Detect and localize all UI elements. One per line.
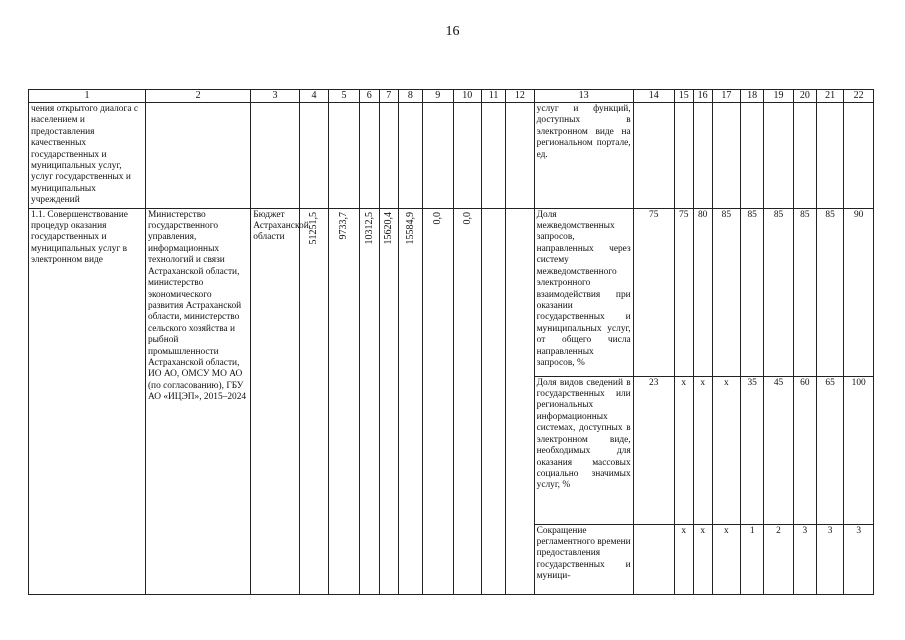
col-header: 8: [398, 90, 422, 103]
indicator-value: 3: [793, 524, 816, 594]
indicator-value: x: [674, 524, 693, 594]
funding-total: 51251,5: [308, 211, 320, 245]
col-header: 12: [506, 90, 534, 103]
indicator-value: x: [693, 376, 712, 524]
responsible-executors: Министерство государственного управления, информационных технологий и связи Астраханской области, министерство экономического развития Астраханской области, министерство сельского хозяйства и рыбной промышленности Астраханской области, ИО АО, ОМСУ МО АО (по согласованию), ГБУ АО «ИЦЭП», 2015–2024: [145, 208, 250, 594]
program-table: [28, 89, 874, 595]
funding-value: 0,0: [432, 211, 444, 225]
indicator-value: 85: [712, 208, 740, 376]
col-header: 13: [534, 90, 633, 103]
col-header: 17: [712, 90, 740, 103]
col-header: 15: [674, 90, 693, 103]
table-row-indicator-1: [29, 208, 874, 376]
indicator-text: Сокращение регламентного времени предоставления государственных и муници-: [534, 524, 633, 594]
page-number: 16: [445, 24, 460, 39]
col-header: 7: [379, 90, 398, 103]
indicator-value: 85: [816, 208, 843, 376]
indicator-value: 3: [816, 524, 843, 594]
col-header: 9: [422, 90, 453, 103]
indicator-value: 3: [844, 524, 874, 594]
col-header: 5: [329, 90, 360, 103]
column-number-row: [29, 90, 874, 103]
indicator-value: 75: [674, 208, 693, 376]
indicator-value: 45: [764, 376, 794, 524]
indicator-value: [633, 524, 674, 594]
col-header: 3: [251, 90, 299, 103]
indicator-value: 75: [633, 208, 674, 376]
measure-title: 1.1. Совершенствование процедур оказания государственных и муниципальных услуг в электронном виде: [29, 208, 146, 594]
indicator-value: x: [712, 376, 740, 524]
indicator-value: 90: [844, 208, 874, 376]
table-row-continuation: [29, 103, 874, 209]
col-header: 18: [741, 90, 764, 103]
col-header: 1: [29, 90, 146, 103]
goal-text-continued: чения открытого диалога с населением и предоставления качественных государственных и муниципальных услуг, услуг государственных и муниципальных учреждений: [29, 103, 146, 209]
funding-value: 10312,5: [363, 211, 375, 245]
indicator-value: 85: [764, 208, 794, 376]
funding-source: Бюджет Астраханской области: [251, 208, 299, 594]
funding-value: 15620,4: [383, 211, 395, 245]
funding-value: 0,0: [461, 211, 473, 225]
col-header: 19: [764, 90, 794, 103]
col-header: 6: [359, 90, 379, 103]
indicator-value: 80: [693, 208, 712, 376]
indicator-value: 65: [816, 376, 843, 524]
indicator-text-continued: услуг и функций, доступных в электронном виде на региональном портале, ед.: [534, 103, 633, 209]
col-header: 20: [793, 90, 816, 103]
col-header: 2: [145, 90, 250, 103]
indicator-value: 85: [741, 208, 764, 376]
indicator-value: 60: [793, 376, 816, 524]
col-header: 10: [453, 90, 481, 103]
col-header: 11: [481, 90, 505, 103]
indicator-value: 85: [793, 208, 816, 376]
indicator-text: Доля межведомственных запросов, направленных через систему межведомственного электронного взаимодействия при оказании государственных и муниципальных услуг, от общего числа направленных запросов, %: [534, 208, 633, 376]
indicator-value: 1: [741, 524, 764, 594]
indicator-value: 2: [764, 524, 794, 594]
col-header: 21: [816, 90, 843, 103]
indicator-value: 23: [633, 376, 674, 524]
col-header: 22: [844, 90, 874, 103]
indicator-value: x: [712, 524, 740, 594]
indicator-value: 100: [844, 376, 874, 524]
funding-value: 9733,7: [338, 211, 350, 240]
indicator-value: 35: [741, 376, 764, 524]
indicator-value: x: [693, 524, 712, 594]
indicator-value: x: [674, 376, 693, 524]
indicator-text: Доля видов сведений в государственных или региональных информационных системах, доступных в электронном виде, необходимых для оказания массовых социально значимых услуг, %: [534, 376, 633, 524]
funding-value: 15584,9: [404, 211, 416, 245]
col-header: 4: [299, 90, 329, 103]
col-header: 14: [633, 90, 674, 103]
col-header: 16: [693, 90, 712, 103]
